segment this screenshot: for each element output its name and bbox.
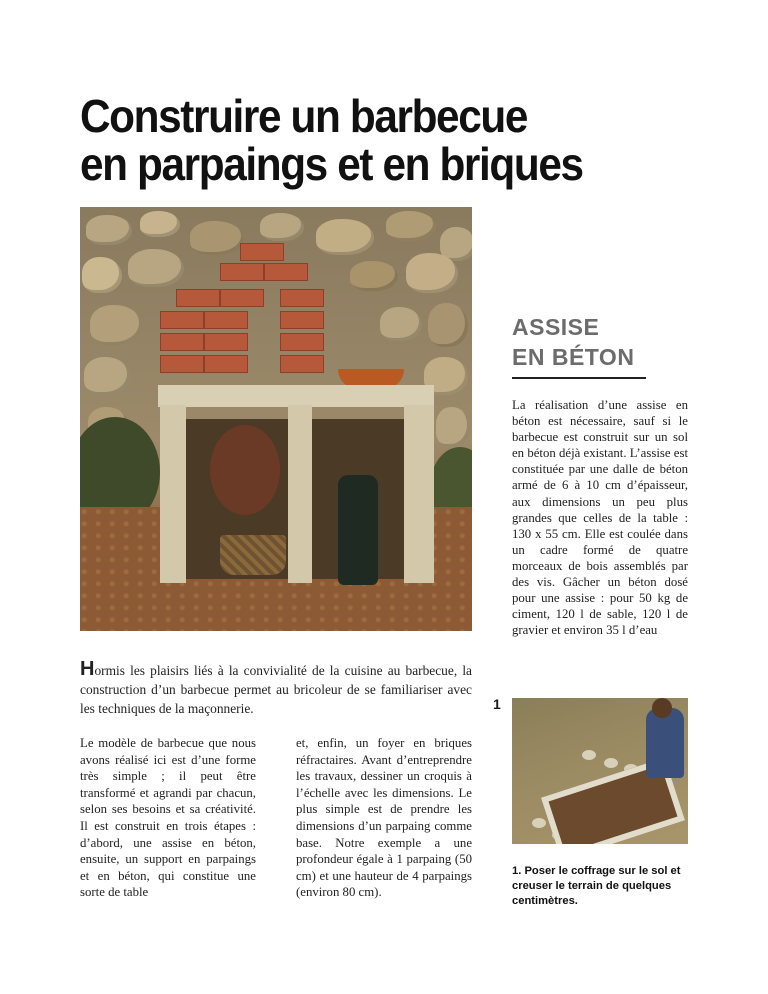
heading-divider — [512, 377, 646, 379]
sidebar-heading-line-2: EN BÉTON — [512, 344, 635, 370]
step-photo — [512, 698, 688, 844]
drop-cap: H — [80, 658, 95, 680]
body-column-2: et, enfin, un foyer en briques réfractaires. Avant d’entreprendre les travaux, dessiner un croquis à l’échelle avec les dimensions. Le plus simple est de prendre les dimensions d’un parpaing comme base. Notre exemple a une profondeur égale à 1 parpaing (50 cm) et une hauteur de 4 parpaings (environ 80 cm). — [296, 736, 472, 900]
step-number: 1 — [493, 696, 501, 712]
sidebar-text: La réalisation d’une assise en béton est nécessaire, sauf si le barbecue est construit sur un sol en béton déjà existant. L’assise est constituée par une dalle de béton armé de 6 à 10 cm d’épaisseur, aux dimensions un peu plus grandes que celles de la table : 130 x 55 cm. Elle est coulée dans un cadre formé de quatre morceaux de bois assemblés par des vis. Gâcher un béton dosé pour une assise : pour 50 kg de ciment, 120 l de sable, 120 l de gravier et environ 35 l d’eau — [512, 398, 688, 638]
body-column-1: Le modèle de barbecue que nous avons réalisé ici est d’une forme très simple ; il peut être transformé et agrandi par chacun, selon ses besoins et sa créativité. Il est construit en trois étapes : d’abord, une assise en béton, ensuite, un support en parpaings et en béton, qui constitue une sorte de table — [80, 736, 256, 900]
lead-paragraph — [80, 660, 472, 718]
sidebar-heading-line-1: ASSISE — [512, 314, 600, 340]
step-caption: 1. Poser le coffrage sur le sol et creuser le terrain de quelques centimètres. — [512, 865, 681, 907]
title-line-1: Construire un barbecue — [80, 90, 528, 142]
title-line-2: en parpaings et en briques — [80, 138, 583, 190]
lead-text: ormis les plaisirs liés à la convivialité de la cuisine au barbecue, la construction d’un barbecue permet au bricoleur de se familiariser avec les techniques de la maçonnerie. — [80, 663, 472, 716]
main-photo — [80, 207, 472, 631]
sidebar-heading — [512, 312, 712, 372]
page-title — [80, 92, 669, 188]
